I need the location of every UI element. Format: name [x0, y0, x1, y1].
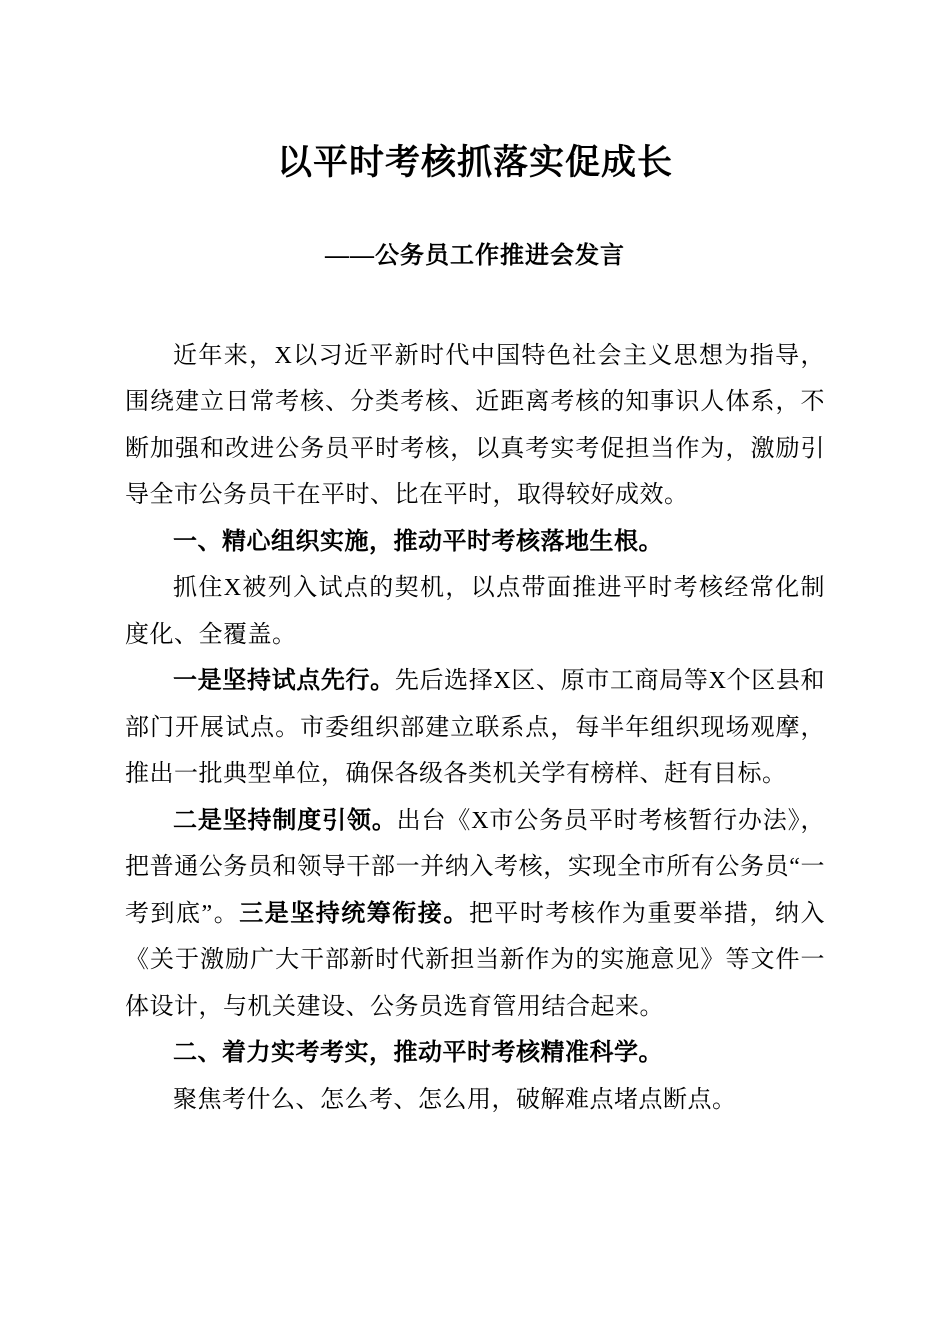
paragraph — [125, 1030, 825, 1077]
paragraph — [125, 798, 825, 1031]
paragraph-run: 出台《X市公务员平时考核暂行办法》，把普通公务员和领导干部一并纳入考核，实现全市所有公务员“一考到底”。 — [125, 807, 825, 927]
paragraph-run: 先后选择X区、原市工商局等X个区县和部门开展试点。市委组织部建立联系点，每半年组织现场观摩，推出一批典型单位，确保各级各类机关学有榜样、赶有目标。 — [125, 668, 825, 788]
document-subtitle: ——公务员工作推进会发言 — [325, 243, 625, 269]
paragraph — [125, 658, 825, 798]
paragraph-run-bold: 二、着力实考考实，推动平时考核精准科学。 — [173, 1040, 663, 1067]
paragraph-run: 抓住X被列入试点的契机，以点带面推进平时考核经常化制度化、全覆盖。 — [125, 575, 825, 648]
paragraph — [125, 333, 825, 519]
paragraph — [125, 1077, 825, 1124]
paragraph-run-bold: 三是坚持统筹衔接。 — [239, 900, 469, 927]
paragraph — [125, 565, 825, 658]
paragraph-run: 近年来，X以习近平新时代中国特色社会主义思想为指导，围绕建立日常考核、分类考核、近距离考核的知事识人体系，不断加强和改进公务员平时考核，以真考实考促担当作为，激励引导全市公务员干在平时、比在平时，取得较好成效。 — [125, 342, 825, 509]
paragraph-run-bold: 二是坚持制度引领。 — [173, 807, 397, 834]
paragraph — [125, 519, 825, 566]
paragraph-run: 把平时考核作为重要举措，纳入《关于激励广大干部新时代新担当新作为的实施意见》等文件一体设计，与机关建设、公务员选育管用结合起来。 — [125, 900, 826, 1020]
paragraph-run-bold: 一、精心组织实施，推动平时考核落地生根。 — [173, 528, 663, 555]
document-title: 以平时考核抓落实促成长 — [276, 143, 673, 182]
paragraph-run-bold: 一是坚持试点先行。 — [173, 668, 395, 695]
paragraph-run: 聚焦考什么、怎么考、怎么用，破解难点堵点断点。 — [173, 1086, 737, 1113]
document-body — [125, 333, 825, 1124]
